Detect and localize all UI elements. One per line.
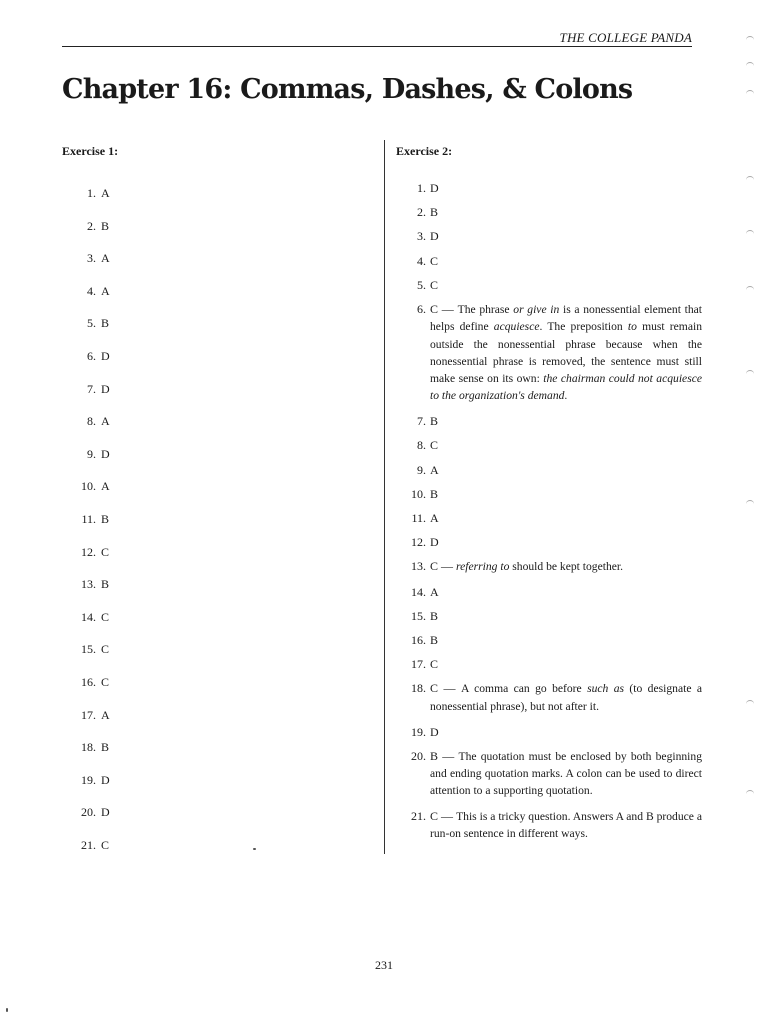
- question-number: 10.: [81, 479, 96, 494]
- exercise-1-answer-item: [62, 708, 110, 724]
- exercise-2-heading: Exercise 2:: [396, 144, 453, 158]
- answer-choice: B: [430, 608, 439, 623]
- answer-choice: D: [430, 229, 439, 244]
- exercise-2-answer-item: [396, 277, 702, 293]
- exercise-2-answer-item: [396, 534, 702, 550]
- exercise-1-answer-item: [62, 740, 109, 756]
- exercise-1-answer-item: [62, 610, 109, 626]
- explanation-text: The phrase: [457, 303, 514, 316]
- question-number: 2.: [417, 205, 426, 220]
- exercise-2-answer-item: [396, 486, 702, 502]
- italic-term: to: [627, 320, 637, 334]
- exercise-2-answer-item: [396, 608, 702, 624]
- exercise-1-answer-item: [62, 447, 110, 463]
- question-number: 8.: [417, 438, 426, 453]
- question-number: 21.: [411, 809, 426, 823]
- scan-edge-mark: [746, 370, 754, 376]
- exercise-1-answer-item: [62, 316, 109, 332]
- scan-edge-mark: [746, 700, 754, 706]
- question-number: 13.: [411, 559, 426, 574]
- answer-explanation: [430, 682, 702, 712]
- answer-explanation: [430, 810, 702, 840]
- question-number: 3.: [417, 229, 426, 244]
- answer-choice: D: [101, 772, 110, 787]
- running-header-brand: THE COLLEGE PANDA: [559, 30, 692, 45]
- answer-choice: C: [430, 809, 439, 823]
- explanation-text: is a nonessential element that helps define: [430, 303, 703, 334]
- answer-choice: D: [101, 381, 110, 396]
- explanation-text: (to designate a nonessential phrase), but not after it.: [430, 682, 702, 713]
- answer-choice: D: [101, 805, 110, 820]
- answer-choice: C: [101, 675, 110, 689]
- exercise-2-answer-item: [396, 228, 702, 244]
- scan-edge-mark: [746, 62, 754, 68]
- explanation-text: A comma can go before: [461, 682, 588, 696]
- exercise-1-answer-item: [62, 545, 109, 561]
- question-number: 9.: [417, 462, 426, 477]
- exercise-2-answer-item: 21. C — This is a tricky question. Answers A and B produce a run-on sentence in different ways.: [396, 808, 702, 843]
- question-number: 3.: [87, 251, 96, 266]
- answer-choice: C: [430, 253, 439, 268]
- italic-term: the chairman could not acquiesce to the organization's demand: [430, 372, 702, 403]
- answer-choice: D: [430, 535, 439, 550]
- italic-term: acquiesce: [493, 320, 540, 334]
- exercise-2-answer-item: 13. C — referring to should be kept together.: [396, 558, 702, 575]
- explanation-text: .: [564, 389, 568, 403]
- answer-choice: B: [430, 414, 439, 429]
- exercise-2-answer-item: [396, 584, 702, 600]
- answer-choice: C: [430, 302, 439, 316]
- exercise-1-answer-item: [62, 251, 110, 267]
- question-number: 10.: [411, 486, 426, 501]
- answer-choice: A: [101, 283, 110, 298]
- explanation-text: . The preposition: [539, 320, 628, 334]
- question-number: 4.: [87, 283, 96, 298]
- answer-choice: B: [430, 205, 439, 220]
- exercise-1-answer-item: [62, 219, 109, 235]
- answer-choice: A: [101, 414, 110, 429]
- exercise-2-answer-item: [396, 632, 702, 648]
- italic-term: such as: [587, 682, 625, 696]
- question-number: 7.: [417, 414, 426, 429]
- answer-explanation: [430, 303, 702, 402]
- exercise-2-answer-item: [396, 510, 702, 526]
- scan-edge-mark: [746, 500, 754, 506]
- answer-choice: B: [430, 748, 439, 763]
- page-number: 231: [375, 958, 393, 972]
- explanation-text: must remain outside the nonessential phrase because when the nonessential phrase is removed, the sentence must still make sense on its own:: [430, 320, 702, 386]
- exercise-1-answer-item: [62, 382, 110, 398]
- question-number: 15.: [411, 608, 426, 623]
- answer-choice: A: [430, 511, 439, 525]
- answer-choice: D: [430, 181, 439, 195]
- question-number: 19.: [411, 724, 426, 739]
- scan-edge-mark: [746, 230, 754, 236]
- answer-choice: A: [430, 462, 439, 477]
- question-number: 5.: [417, 277, 426, 292]
- question-number: 4.: [417, 253, 426, 268]
- answer-choice: A: [101, 479, 110, 494]
- question-number: 14.: [81, 609, 96, 624]
- answer-choice: B: [101, 740, 110, 755]
- explanation-text: The quotation must be enclosed by both beginning and ending quotation marks. A colon can be used to direct attention to a supporting quotation.: [430, 749, 702, 798]
- question-number: 19.: [81, 772, 96, 787]
- question-number: 16.: [81, 675, 96, 689]
- exercise-1-answer-item: [62, 186, 110, 202]
- scan-speck: [253, 848, 256, 850]
- answer-choice: C: [430, 681, 439, 696]
- exercise-1-answer-item: [62, 414, 110, 430]
- question-number: 20.: [411, 748, 426, 763]
- exercise-2-answer-item: [396, 724, 702, 740]
- exercise-2-answer-item: [396, 656, 702, 672]
- exercise-2-answer-item: [396, 413, 702, 429]
- exercise-2-answer-item: [396, 204, 702, 220]
- exercise-1-heading: Exercise 1:: [62, 144, 119, 158]
- question-number: 8.: [87, 414, 96, 429]
- chapter-title: Chapter 16: Commas, Dashes, & Colons: [62, 74, 633, 105]
- exercise-2-answer-item: [396, 462, 702, 478]
- answer-choice: B: [430, 633, 439, 647]
- answer-choice: D: [430, 724, 439, 739]
- answer-choice: B: [101, 218, 110, 233]
- explanation-text: This is a tricky question. Answers A and B produce a run-on sentence in different ways.: [430, 810, 703, 841]
- answer-choice: D: [101, 446, 110, 461]
- exercise-1-answer-item: [62, 349, 110, 365]
- question-number: 17.: [411, 657, 426, 672]
- question-number: 2.: [87, 218, 96, 233]
- question-number: 12.: [81, 544, 96, 559]
- exercise-1-answer-item: [62, 675, 109, 691]
- question-number: 18.: [81, 740, 96, 755]
- exercise-2-answer-item: 6. C — The phrase or give in is a nonessential element that helps define acquiesce. The preposition to must remain outside the nonessential phrase because when the nonessential phrase is removed, the sentence must still make sense on its own: the chairman could not acquiesce to the organization's demand.: [396, 301, 702, 405]
- question-number: 13.: [81, 577, 96, 592]
- answer-choice: C: [101, 544, 110, 559]
- question-number: 18.: [411, 681, 426, 696]
- question-number: 14.: [411, 584, 426, 599]
- scan-edge-mark: [746, 790, 754, 796]
- answer-choice: C: [101, 609, 110, 624]
- question-number: 15.: [81, 642, 96, 657]
- question-number: 6.: [417, 302, 426, 316]
- header-rule: [62, 46, 692, 47]
- exercise-1-answer-item: [62, 805, 110, 821]
- exercise-1-answer-item: [62, 479, 110, 495]
- answer-choice: D: [101, 349, 110, 363]
- exercise-1-answer-item: [62, 577, 109, 593]
- answer-choice: A: [101, 707, 110, 722]
- answer-choice: C: [101, 838, 110, 852]
- answer-choice: C: [430, 277, 439, 292]
- exercise-2-answer-item: 18. C — A comma can go before such as (to designate a nonessential phrase), but not after it.: [396, 680, 702, 715]
- question-number: 17.: [81, 707, 96, 722]
- answer-choice: C: [430, 657, 439, 672]
- scan-edge-mark: [746, 286, 754, 292]
- answer-choice: C: [430, 559, 439, 574]
- answer-choice: B: [101, 577, 110, 592]
- scan-edge-mark: [746, 90, 754, 96]
- exercise-1-answer-item: [62, 838, 109, 854]
- exercise-2-answer-item: [396, 253, 702, 269]
- scan-edge-mark: [746, 176, 754, 182]
- exercise-1-answer-item: [62, 512, 109, 528]
- answer-choice: A: [101, 186, 110, 200]
- exercise-1-answer-item: [62, 642, 109, 658]
- answer-choice: B: [101, 316, 110, 331]
- italic-term: or give in: [513, 303, 560, 316]
- question-number: 20.: [81, 805, 96, 820]
- exercise-2-answer-item: 20. B — The quotation must be enclosed by both beginning and ending quotation marks. A colon can be used to direct attention to a supporting quotation.: [396, 748, 702, 800]
- exercise-1-answer-item: [62, 284, 110, 300]
- question-number: 1.: [417, 181, 426, 195]
- exercise-2-answer-item: [396, 180, 702, 196]
- question-number: 7.: [87, 381, 96, 396]
- scan-speck: [6, 1008, 8, 1012]
- question-number: 6.: [87, 349, 96, 363]
- answer-explanation: [456, 560, 623, 573]
- exercise-2-answer-item: [396, 437, 702, 453]
- answer-choice: A: [430, 584, 439, 599]
- question-number: 11.: [81, 512, 96, 526]
- answer-choice: B: [430, 486, 439, 501]
- answer-explanation: [430, 750, 702, 798]
- answer-choice: A: [101, 251, 110, 266]
- answer-choice: C: [430, 438, 439, 453]
- question-number: 11.: [411, 511, 426, 525]
- question-number: 12.: [411, 535, 426, 550]
- answer-choice: B: [101, 512, 110, 526]
- answer-choice: C: [101, 642, 110, 657]
- question-number: 9.: [87, 446, 96, 461]
- column-divider: [384, 140, 385, 854]
- italic-term: referring to: [456, 560, 510, 574]
- explanation-text: should be kept together.: [509, 560, 624, 574]
- question-number: 5.: [87, 316, 96, 331]
- scan-edge-mark: [746, 36, 754, 42]
- exercise-1-answer-item: [62, 773, 110, 789]
- question-number: 1.: [87, 186, 96, 200]
- question-number: 21.: [81, 838, 96, 852]
- question-number: 16.: [411, 633, 426, 647]
